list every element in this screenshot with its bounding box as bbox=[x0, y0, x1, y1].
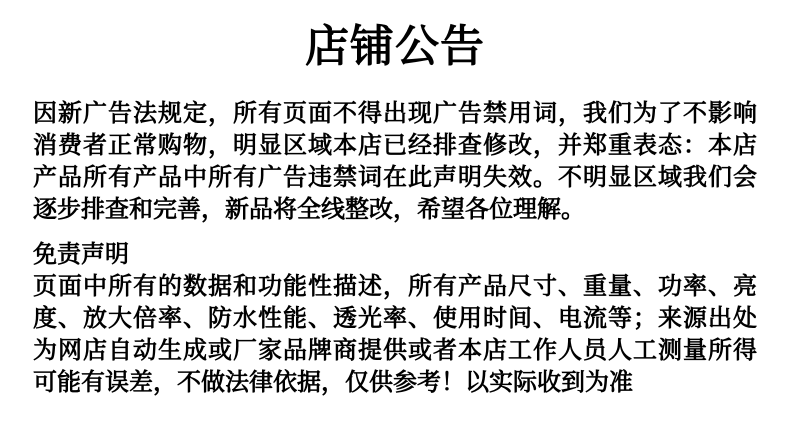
disclaimer-line: 度、放大倍率、防水性能、透光率、使用时间、电流等；来源出处 bbox=[33, 305, 757, 332]
announcement-body bbox=[0, 98, 790, 399]
notice-line: 因新广告法规定，所有页面不得出现广告禁用词，我们为了不影响 bbox=[33, 100, 757, 127]
disclaimer-line: 页面中所有的数据和功能性描述，所有产品尺寸、重量、功率、亮 bbox=[33, 273, 757, 300]
disclaimer-heading: 免责声明 bbox=[33, 241, 129, 268]
disclaimer-line: 为网店自动生成或厂家品牌商提供或者本店工作人员人工测量所得 bbox=[33, 337, 757, 364]
disclaimer-paragraph bbox=[33, 239, 757, 399]
page-title: 店铺公告 bbox=[305, 22, 485, 71]
disclaimer-line: 可能有误差，不做法律依据，仅供参考！以实际收到为准 bbox=[33, 369, 633, 396]
notice-line: 消费者正常购物，明显区域本店已经排查修改，并郑重表态：本店 bbox=[33, 132, 757, 159]
notice-paragraph bbox=[33, 98, 757, 226]
notice-line: 产品所有产品中所有广告违禁词在此声明失效。不明显区域我们会 bbox=[33, 164, 757, 191]
notice-line: 逐步排查和完善，新品将全线整改，希望各位理解。 bbox=[33, 196, 585, 223]
